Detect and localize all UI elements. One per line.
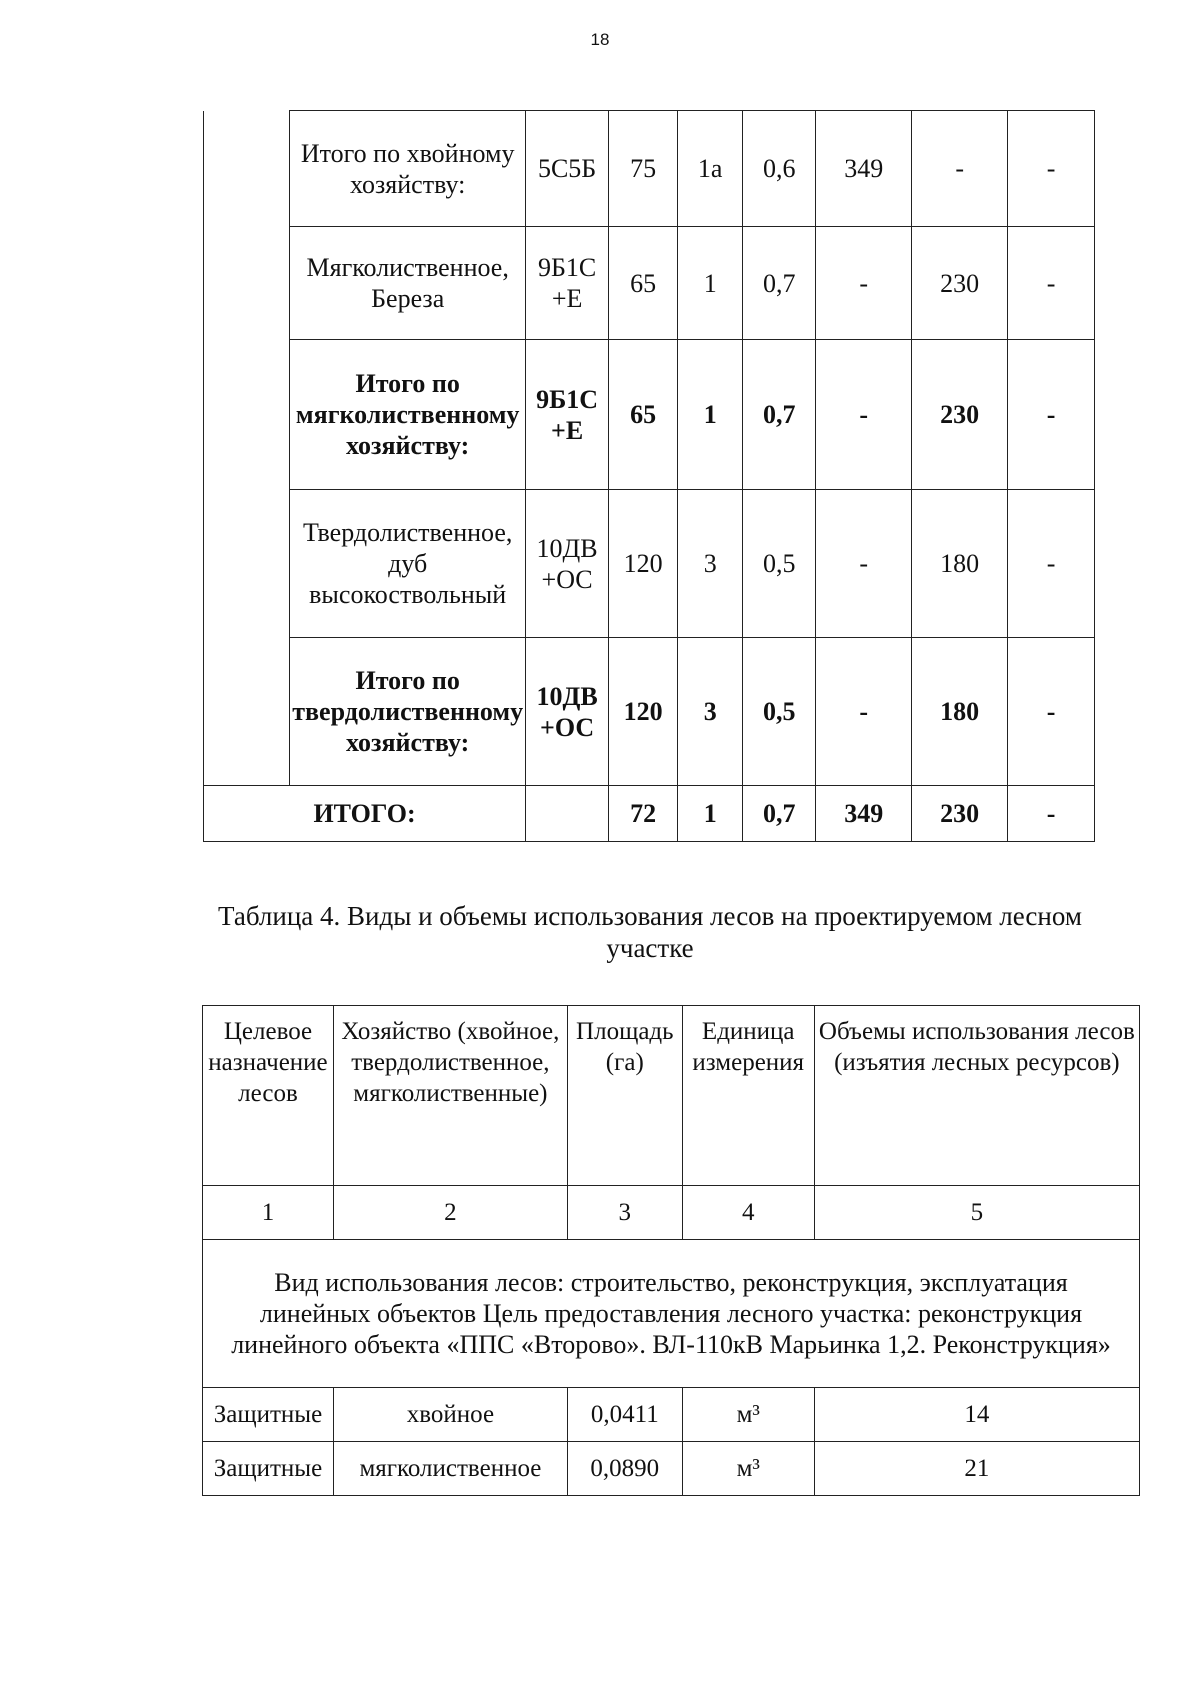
section-description: Вид использования лесов: строительство, реконструкция, эксплуатация линейных объектов Цель предоставления лесного участка: реконструкция линейного объекта «ППС «Второво». ВЛ-110кВ Марьинка 1,2. Реконструкция» (203, 1240, 1140, 1388)
column-number-row (203, 1186, 1140, 1240)
table-caption: Таблица 4. Виды и объемы использования лесов на проектируемом лесном участке (218, 901, 1082, 963)
volume-cell: 14 (814, 1388, 1139, 1442)
farm-name-cell: Твердолиственное, дуб высокоствольный (290, 490, 526, 638)
unit-cell: м³ (682, 1388, 814, 1442)
total-row (204, 786, 1095, 842)
farm-name-cell: Итого по твердолиственному хозяйству: (290, 638, 526, 786)
column-number: 4 (682, 1186, 814, 1240)
volume-col3-cell: - (1008, 638, 1095, 786)
volume-col2-cell: 180 (912, 638, 1008, 786)
volume-col3-cell: - (1008, 111, 1095, 227)
header-purpose: Целевое назначение лесов (203, 1006, 334, 1186)
density-cell: 0,7 (743, 340, 816, 490)
volume-col2-cell: 230 (912, 786, 1008, 842)
purpose-cell: Защитные (203, 1442, 334, 1496)
left-blank-cell (204, 638, 290, 786)
density-cell: 0,7 (743, 227, 816, 340)
header-farm: Хозяйство (хвойное, твердолиственное, мягколиственные) (333, 1006, 567, 1186)
purpose-cell: Защитные (203, 1388, 334, 1442)
density-cell: 0,5 (743, 638, 816, 786)
bonitet-cell: 1 (678, 786, 743, 842)
section-row (203, 1240, 1140, 1388)
left-blank-cell (204, 340, 290, 490)
volume-col2-cell: - (912, 111, 1008, 227)
volume-col3-cell: - (1008, 786, 1095, 842)
volume-col3-cell: - (1008, 340, 1095, 490)
left-blank-cell (204, 227, 290, 340)
farm-name-cell: Итого по хвойному хозяйству: (290, 111, 526, 227)
page-number: 18 (590, 30, 610, 49)
left-blank-cell (204, 111, 290, 227)
table-row (203, 1388, 1140, 1442)
volume-col2-cell: 180 (912, 490, 1008, 638)
header-row (203, 1006, 1140, 1186)
bonitet-cell: 1 (678, 340, 743, 490)
forest-use-table (202, 1005, 1140, 1496)
table-row (204, 638, 1095, 786)
unit-cell: м³ (682, 1442, 814, 1496)
volume-col2-cell: 230 (912, 340, 1008, 490)
table-row (204, 340, 1095, 490)
density-cell: 0,5 (743, 490, 816, 638)
volume-col1-cell: - (816, 340, 912, 490)
density-cell: 0,7 (743, 786, 816, 842)
volume-col1-cell: - (816, 490, 912, 638)
area-cell: 0,0411 (567, 1388, 682, 1442)
header-area: Площадь (га) (567, 1006, 682, 1186)
formula-cell (526, 786, 609, 842)
age-cell: 65 (609, 340, 678, 490)
bonitet-cell: 1а (678, 111, 743, 227)
table-row (204, 227, 1095, 340)
formula-cell: 10ДВ +ОС (526, 638, 609, 786)
formula-cell: 10ДВ +ОС (526, 490, 609, 638)
bonitet-cell: 3 (678, 638, 743, 786)
volume-col1-cell: 349 (816, 786, 912, 842)
volume-cell: 21 (814, 1442, 1139, 1496)
age-cell: 75 (609, 111, 678, 227)
age-cell: 72 (609, 786, 678, 842)
formula-cell: 5С5Б (526, 111, 609, 227)
volume-col3-cell: - (1008, 490, 1095, 638)
volume-col1-cell: - (816, 227, 912, 340)
farm-name-cell: Итого по мягколиственному хозяйству: (290, 340, 526, 490)
header-volume: Объемы использования лесов (изъятия лесных ресурсов) (814, 1006, 1139, 1186)
volume-col1-cell: 349 (816, 111, 912, 227)
table-row (204, 490, 1095, 638)
forest-stock-table (203, 110, 1095, 842)
formula-cell: 9Б1С +Е (526, 340, 609, 490)
farm-name-cell: Мягколиственное, Береза (290, 227, 526, 340)
bonitet-cell: 1 (678, 227, 743, 340)
volume-col2-cell: 230 (912, 227, 1008, 340)
total-label: ИТОГО: (204, 786, 526, 842)
table-row (203, 1442, 1140, 1496)
volume-col1-cell: - (816, 638, 912, 786)
volume-col3-cell: - (1008, 227, 1095, 340)
column-number: 2 (333, 1186, 567, 1240)
header-unit: Единица измерения (682, 1006, 814, 1186)
column-number: 3 (567, 1186, 682, 1240)
column-number: 1 (203, 1186, 334, 1240)
bonitet-cell: 3 (678, 490, 743, 638)
table-row (204, 111, 1095, 227)
column-number: 5 (814, 1186, 1139, 1240)
farm-cell: мягколиственное (333, 1442, 567, 1496)
age-cell: 65 (609, 227, 678, 340)
formula-cell: 9Б1С +Е (526, 227, 609, 340)
age-cell: 120 (609, 638, 678, 786)
area-cell: 0,0890 (567, 1442, 682, 1496)
density-cell: 0,6 (743, 111, 816, 227)
age-cell: 120 (609, 490, 678, 638)
farm-cell: хвойное (333, 1388, 567, 1442)
left-blank-cell (204, 490, 290, 638)
